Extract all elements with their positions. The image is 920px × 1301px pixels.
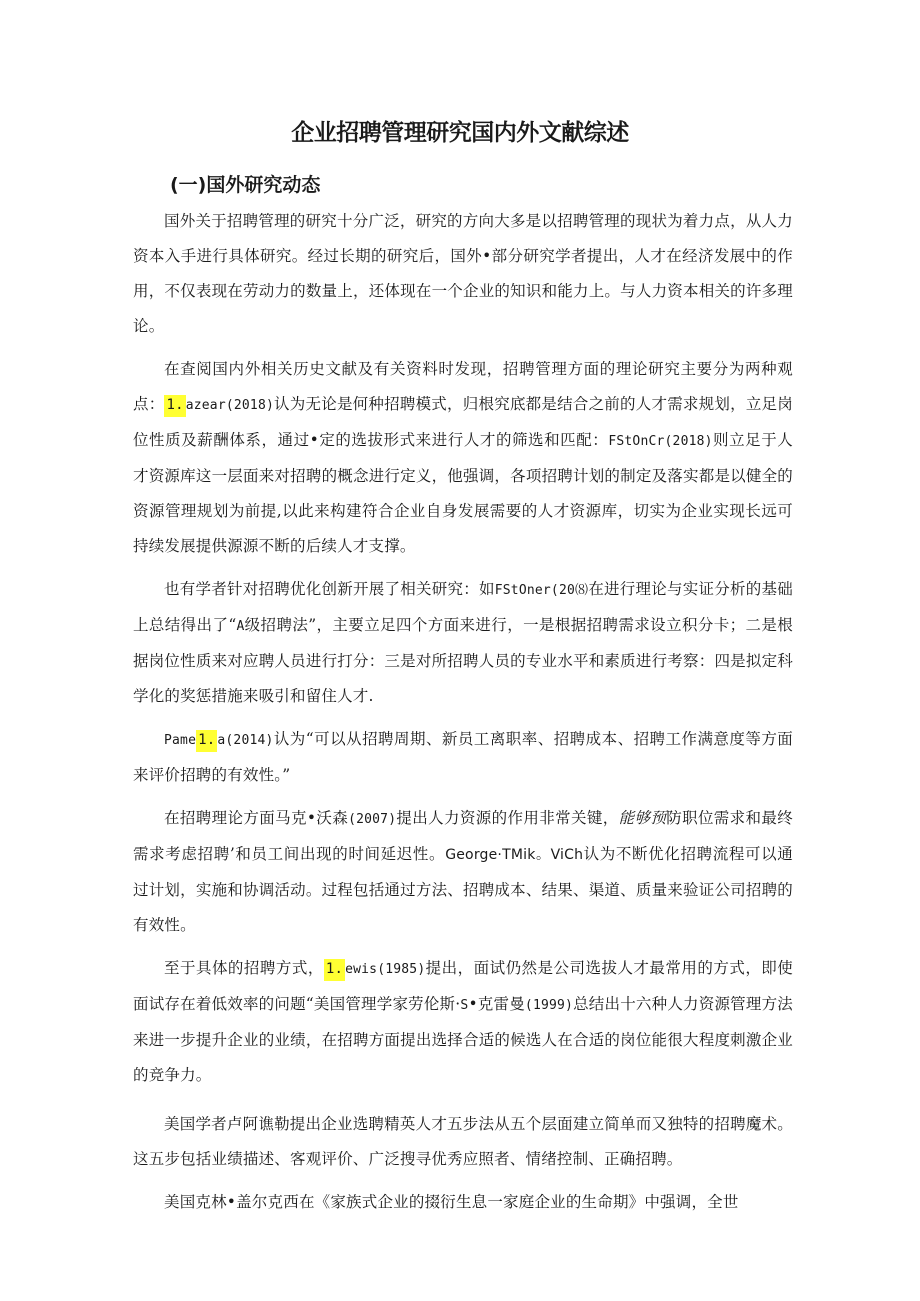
p3-text-e: 级招聘法”，主要立足四个方面来进行，一是根据招聘需求设立积分卡；二是根据岗位性质来对应聘人员进行打分：三是对所招聘人员的专业水平和素质进行考察：四是拟定科学化的奖惩措施来吸引和留住人才. — [133, 616, 793, 705]
paragraph-8: 美国克林•盖尔克西在《家族式企业的掇衍生息一家庭企业的生命期》中强调，全世 — [164, 1193, 739, 1211]
p2-text-c: 认为无论是何种招聘模式，归根究底都是结合之前的人才需求规划，立足岗位性质及薪酬体系，通过•定的选拔形式来进行人才的筛选和匹配： — [133, 395, 793, 449]
paragraph-5 — [133, 801, 793, 943]
p5-text-g: 认为不断优化招聘流程可以通过计划，实施和协调活动。过程包括通过方法、招聘成本、结果、渠道、质量来验证公司招聘的有效性。 — [133, 845, 793, 934]
p5-text-c: 提出人力资源的作用非常关键， — [396, 809, 619, 827]
document-title: 企业招聘管理研究国内外文献综述 — [291, 120, 629, 146]
citation-george: George·TMik。ViCh — [445, 847, 584, 863]
p6-text-c: 提出，面试仍然是公司选拔人才最常用的方式，即使面试存在着低效率的问题“美国管理学家劳伦斯· — [133, 959, 793, 1013]
document-body — [133, 204, 793, 1228]
p6-text-e: •克雷曼 — [468, 995, 525, 1013]
paragraph-7: 美国学者卢阿谯勒提出企业选聘精英人才五步法从五个层面建立简单而又独特的招聘魔术。这五步包括业绩描述、客观评价、广泛搜寻优秀应照者、情绪控制、正确招聘。 — [133, 1115, 793, 1168]
p5-text-italic: 能够预 — [618, 809, 667, 827]
citation-year-2007: (2007) — [348, 812, 397, 827]
citation-fstoner: FStOner(20⑻ — [494, 583, 589, 598]
p6-text-g: 总结出十六种人力资源管理方法来进一步提升企业的业绩，在招聘方面提出选择合适的候选人在合适的岗位能很大程度刺激企业的竞争力。 — [133, 995, 793, 1084]
paragraph-1: 国外关于招聘管理的研究十分广泛，研究的方向大多是以招聘管理的现状为着力点，从人力资本入手进行具体研究。经过长期的研究后，国外•部分研究学者提出，人才在经济发展中的作用，不仅表现在劳动力的数量上，还体现在一个企业的知识和能力上。与人力资本相关的许多理论。 — [133, 212, 793, 335]
paragraph-3 — [133, 572, 793, 714]
p3-text-a: 也有学者针对招聘优化创新开展了相关研究：如 — [164, 580, 495, 598]
p3-text-c: 在进行理论与实证分析的基础上总结得出了“ — [133, 580, 794, 634]
citation-lewis: ewis(1985) — [345, 962, 426, 977]
citation-pamela: a(2014) — [217, 733, 274, 748]
citation-year-1999: (1999) — [524, 998, 574, 1013]
citation-fstoncr: FStOnCr(2018) — [608, 434, 713, 449]
citation-lazear: azear(2018) — [185, 398, 275, 413]
p4-text-c: 认为“可以从招聘周期、新员工离职率、招聘成本、招聘工作满意度等方面来评价招聘的有效性。” — [133, 730, 793, 784]
paragraph-6 — [133, 951, 793, 1093]
p6-text-a: 至于具体的招聘方式， — [164, 959, 324, 977]
p5-text-e: 防职位需求和最终需求考虑招聘’和员工间出现的时间延迟性。 — [133, 809, 793, 863]
highlight-mark: 1. — [164, 395, 185, 417]
p6-initial-s: S — [460, 998, 469, 1013]
section-heading: (一)国外研究动态 — [170, 174, 321, 196]
highlight-mark: 1. — [196, 730, 217, 752]
p2-text-e: 则立足于人才资源库这一层面来对招聘的概念进行定义，他强调，各项招聘计划的制定及落实都是以健全的资源管理规划为前提,以此来构建符合企业自身发展需要的人才资源库，切实为企业实现长远可持续发展提供源源不断的后续人才支撑。 — [133, 431, 793, 555]
p5-text-a: 在招聘理论方面马克•沃森 — [164, 809, 349, 827]
p4-name-a: Pame — [164, 733, 197, 748]
p2-text-a: 在查阅国内外相关历史文献及有关资料时发现，招聘管理方面的理论研究主要分为两种观点： — [133, 360, 793, 413]
p3-grade-a: A — [236, 619, 245, 634]
paragraph-4 — [133, 722, 793, 793]
paragraph-2 — [133, 352, 793, 564]
highlight-mark: 1. — [324, 959, 345, 981]
